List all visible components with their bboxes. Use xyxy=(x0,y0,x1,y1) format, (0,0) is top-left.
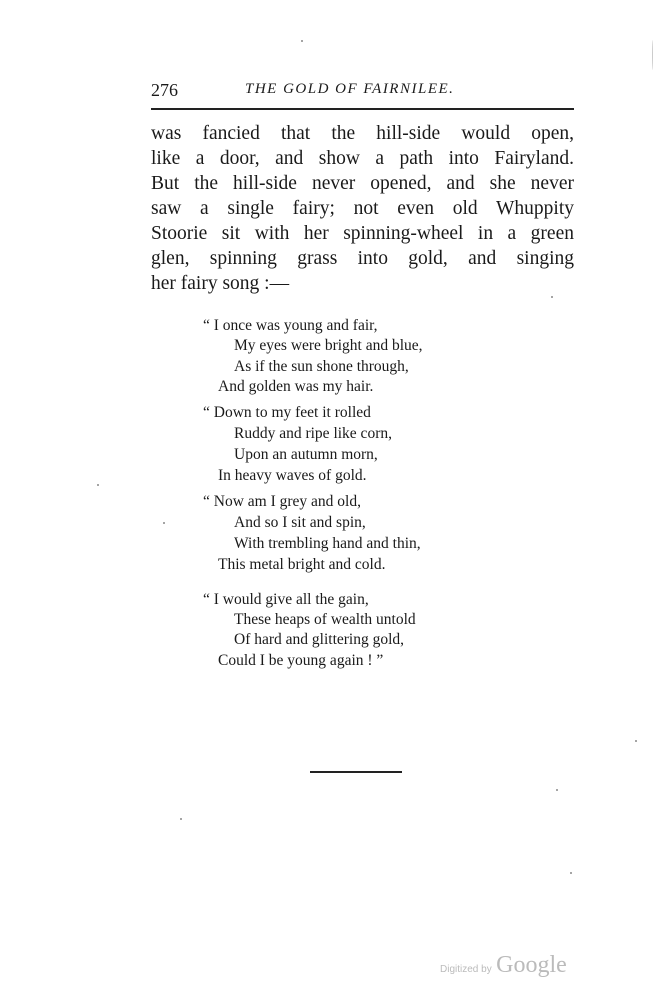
verse-line: With trembling hand and thin, xyxy=(234,535,421,552)
verse-line: This metal bright and cold. xyxy=(218,556,386,573)
verse-line: Of hard and glittering gold, xyxy=(234,631,405,648)
verse-line: “ Down to my feet it rolled xyxy=(203,404,371,421)
verse-line: And so I sit and spin, xyxy=(234,514,366,531)
scan-speck xyxy=(301,40,303,42)
verse-line: In heavy waves of gold. xyxy=(218,467,367,484)
body-line: was fancied that the hill-side would open, xyxy=(151,123,574,144)
body-line: saw a single fairy; not even old Whuppity xyxy=(151,198,574,219)
verse-line: Ruddy and ripe like corn, xyxy=(234,425,392,442)
verse-line: My eyes were bright and blue, xyxy=(234,337,423,354)
header-rule xyxy=(151,108,574,110)
body-line: her fairy song :— xyxy=(151,273,290,294)
scan-speck xyxy=(556,789,558,791)
body-line: glen, spinning grass into gold, and singing xyxy=(151,248,574,269)
digitized-by-google-watermark xyxy=(440,952,567,979)
body-line: Stoorie sit with her spinning-wheel in a green xyxy=(151,223,574,244)
watermark-brand: Google xyxy=(496,952,567,978)
scan-speck xyxy=(551,296,553,298)
body-line: But the hill-side never opened, and she never xyxy=(151,173,574,194)
verse-line: Upon an autumn morn, xyxy=(234,446,378,463)
verse-line: These heaps of wealth untold xyxy=(234,611,416,628)
scan-speck xyxy=(180,818,182,820)
scan-edge-mark xyxy=(652,40,653,70)
page-number: 276 xyxy=(151,80,178,100)
verse-line: “ I once was young and fair, xyxy=(203,317,378,334)
verse-line: As if the sun shone through, xyxy=(234,358,409,375)
body-line: like a door, and show a path into Fairyland. xyxy=(151,148,574,169)
verse-line: And golden was my hair. xyxy=(218,378,374,395)
verse-line: “ Now am I grey and old, xyxy=(203,493,361,510)
scan-speck xyxy=(163,522,165,524)
watermark-prefix: Digitized by xyxy=(440,964,492,975)
scan-speck xyxy=(97,484,99,486)
verse-line: Could I be young again ! ” xyxy=(218,652,384,669)
scan-speck xyxy=(570,872,572,874)
end-rule xyxy=(310,771,402,773)
scan-speck xyxy=(635,740,637,742)
verse-line: “ I would give all the gain, xyxy=(203,591,369,608)
running-title: THE GOLD OF FAIRNILEE. xyxy=(245,81,455,97)
